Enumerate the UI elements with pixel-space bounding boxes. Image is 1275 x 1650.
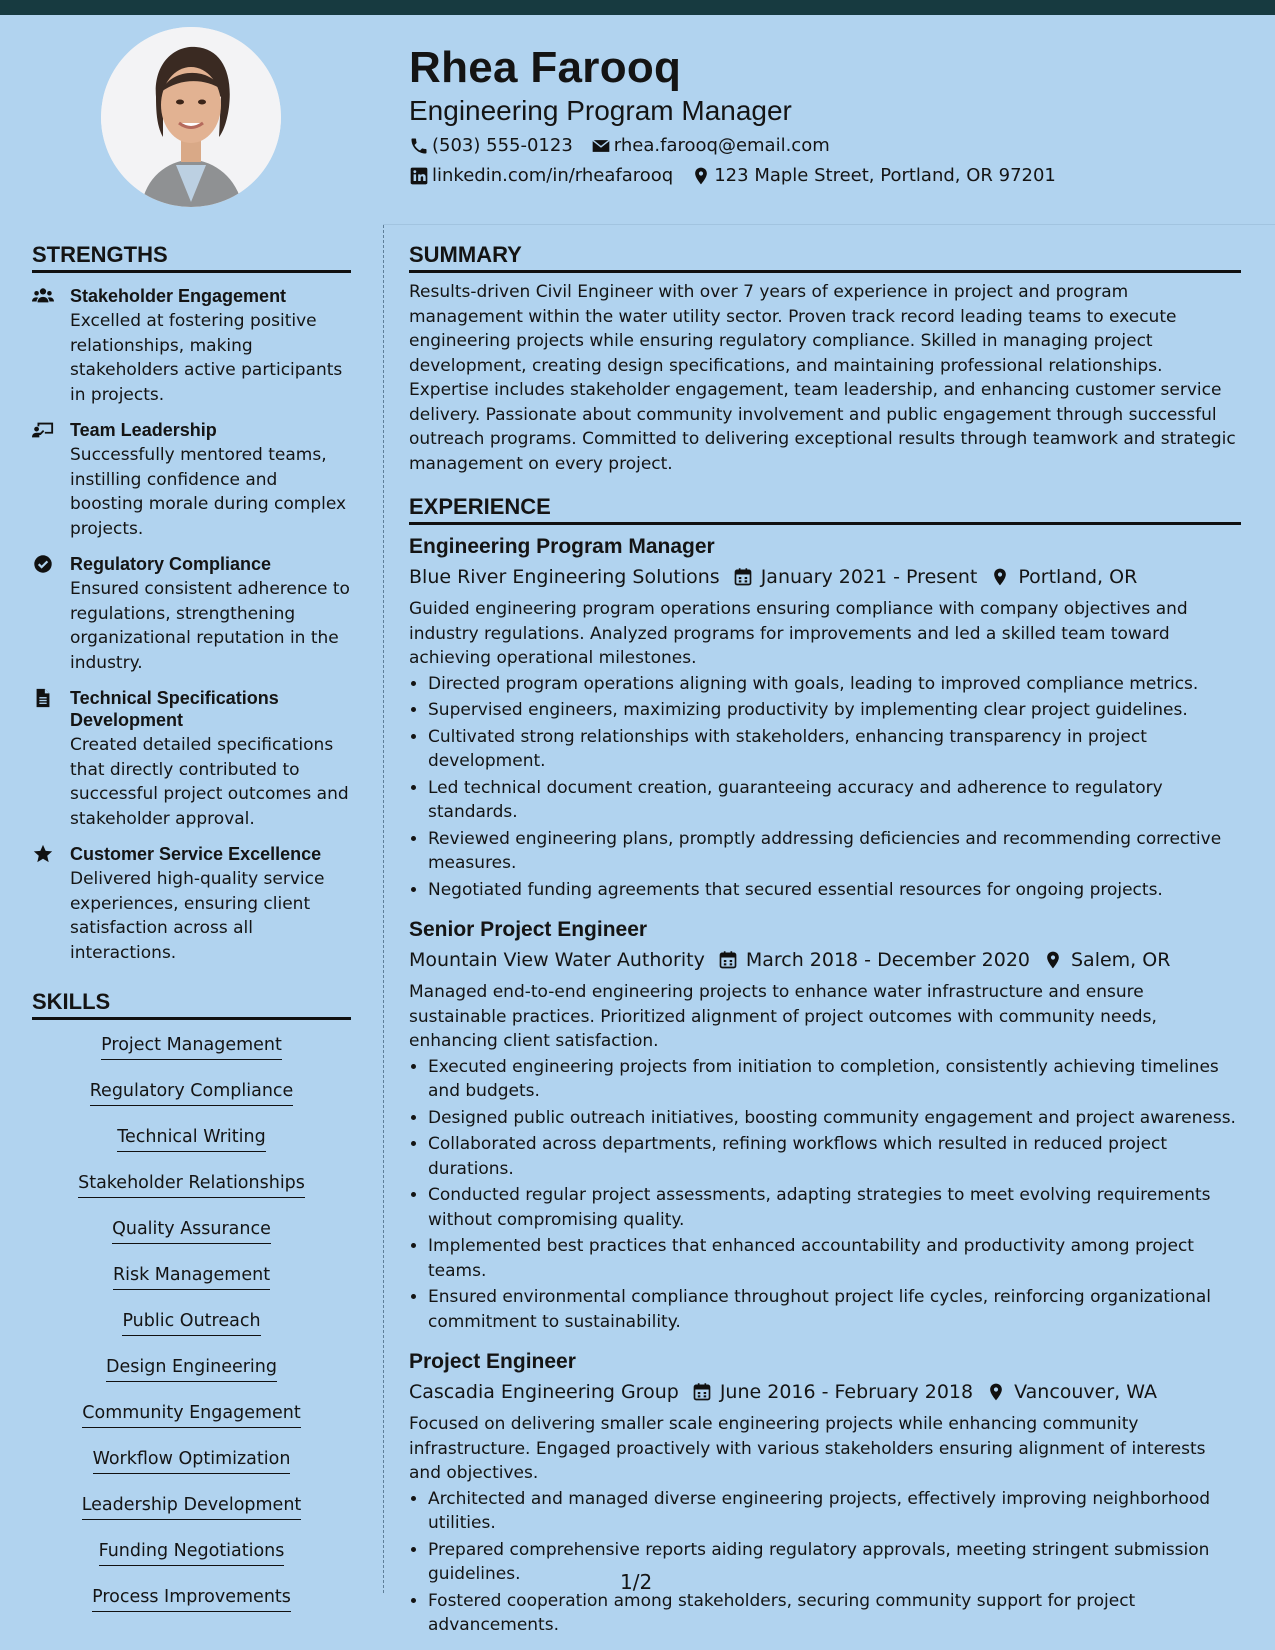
strength-title: Customer Service Excellence <box>70 844 322 864</box>
skill-tag: Workflow Optimization <box>93 1447 291 1474</box>
skill-tag: Design Engineering <box>106 1355 277 1382</box>
job-entry <box>409 916 1241 1334</box>
job-title: Engineering Program Manager <box>409 535 715 558</box>
job-dates-text: March 2018 - December 2020 <box>745 949 1030 971</box>
phone-icon <box>409 136 429 156</box>
job-bullets <box>409 1055 1241 1335</box>
job-description: Guided engineering program operations ensuring compliance with company objectives and industry regulations. Analyzed programs for improvements and led a skilled team toward achieving operational milestones. <box>409 599 1188 668</box>
job-dates-text: June 2016 - February 2018 <box>719 1381 974 1403</box>
strength-title: Team Leadership <box>70 420 217 440</box>
users-icon <box>32 286 54 306</box>
job-bullets <box>409 672 1241 903</box>
calendar-icon <box>692 1382 712 1402</box>
job-description: Managed end-to-end engineering projects to enhance water infrastructure and ensure sustainable practices. Prioritized alignment of project outcomes with community needs, enhancing client satisfaction. <box>409 982 1157 1051</box>
skill-tag: Risk Management <box>113 1263 270 1290</box>
job-meta <box>409 563 1241 591</box>
strength-desc: Ensured consistent adherence to regulations, strengthening organizational reputation in the industry. <box>70 579 350 673</box>
map-pin-icon <box>1043 950 1063 970</box>
job-bullet: • Negotiated funding agreements that secured essential resources for ongoing projects. <box>428 878 1241 903</box>
job-bullet: • Supervised engineers, maximizing productivity by implementing clear project guidelines. <box>428 698 1241 723</box>
job-company: Mountain View Water Authority <box>409 949 705 971</box>
job-bullet: • Led technical document creation, guaranteeing accuracy and adherence to regulatory standards. <box>428 776 1241 825</box>
job-dates <box>718 946 1030 974</box>
skill-tag: Public Outreach <box>122 1309 260 1336</box>
job-location-text: Vancouver, WA <box>1014 1381 1157 1403</box>
job-bullet: • Collaborated across departments, refining workflows which resulted in reduced project durations. <box>428 1132 1241 1181</box>
job-bullet: • Reviewed engineering plans, promptly addressing deficiencies and recommending corrective measures. <box>428 827 1241 876</box>
email-text: rhea.farooq@email.com <box>613 135 830 156</box>
job-meta <box>409 1378 1241 1406</box>
job-bullet: • Ensured environmental compliance throughout project life cycles, reinforcing organizational commitment to sustainability. <box>428 1285 1241 1334</box>
top-bar <box>0 0 1275 15</box>
strength-desc: Delivered high-quality service experiences, ensuring client satisfaction across all interactions. <box>70 869 325 963</box>
address-text: 123 Maple Street, Portland, OR 97201 <box>714 165 1056 186</box>
skill-tag: Community Engagement <box>82 1401 300 1428</box>
summary-text: Results-driven Civil Engineer with over 7 years of experience in project and program management within the water utility sector. Proven track record leading teams to execute engineering projects while ensuring regulatory compliance. Skilled in managing project development, creating design specifications, and maintaining professional relationships. Expertise includes stakeholder engagement, team leadership, and enhancing customer service delivery. Passionate about community involvement and public engagement through successful outreach programs. Committed to delivering exceptional results through teamwork and strategic management on every project. <box>409 282 1236 474</box>
teacher-icon <box>32 420 54 440</box>
linkedin-text: linkedin.com/in/rheafarooq <box>432 165 674 186</box>
strengths-heading: STRENGTHS <box>32 240 351 273</box>
strength-desc: Successfully mentored teams, instilling confidence and boosting morale during complex projects. <box>70 445 347 539</box>
job-location <box>990 563 1137 591</box>
job-location-text: Salem, OR <box>1071 949 1171 971</box>
job-title: Project Engineer <box>409 1350 576 1373</box>
summary-heading: SUMMARY <box>409 240 1241 273</box>
candidate-name: Rhea Farooq <box>409 43 682 92</box>
linkedin-icon <box>409 166 429 186</box>
job-bullet: • Fostered cooperation among stakeholders, securing community support for project advancements. <box>428 1589 1241 1638</box>
skill-tag: Process Improvements <box>92 1585 291 1612</box>
job-dates <box>692 1378 973 1406</box>
document-icon <box>32 688 54 708</box>
job-bullet: • Prepared comprehensive reports aiding regulatory approvals, meeting stringent submission guidelines. <box>428 1538 1241 1587</box>
profile-photo <box>101 27 281 207</box>
right-column <box>409 240 1241 1640</box>
email-icon <box>591 136 611 156</box>
address-contact <box>691 164 1056 188</box>
phone-text: (503) 555-0123 <box>432 135 573 156</box>
strength-desc: Excelled at fostering positive relationships, making stakeholders active participants in projects. <box>70 311 343 405</box>
skills-list <box>32 1030 351 1628</box>
job-meta <box>409 946 1241 974</box>
job-location <box>986 1378 1157 1406</box>
column-divider <box>383 225 384 1593</box>
header-divider <box>383 224 1275 225</box>
job-bullet: • Implemented best practices that enhanced accountability and productivity among project teams. <box>428 1234 1241 1283</box>
job-bullets <box>409 1487 1241 1638</box>
strength-item <box>32 687 351 831</box>
skill-tag: Leadership Development <box>82 1493 302 1520</box>
resume-header <box>409 40 1249 188</box>
skill-tag: Quality Assurance <box>112 1217 271 1244</box>
job-dates-text: January 2021 - Present <box>760 566 978 588</box>
contact-row-1 <box>409 134 1249 158</box>
phone-contact <box>409 134 573 158</box>
candidate-title: Engineering Program Manager <box>409 95 792 126</box>
job-bullet: • Cultivated strong relationships with stakeholders, enhancing transparency in project development. <box>428 725 1241 774</box>
skill-tag: Project Management <box>101 1033 282 1060</box>
left-column <box>32 240 351 1628</box>
job-company: Blue River Engineering Solutions <box>409 566 720 588</box>
job-description: Focused on delivering smaller scale engineering projects while enhancing community infrastructure. Engaged proactively with various stakeholders ensuring alignment of interests and objectives. <box>409 1414 1206 1483</box>
skill-tag: Stakeholder Relationships <box>78 1171 305 1198</box>
job-title: Senior Project Engineer <box>409 918 648 941</box>
job-bullet: • Conducted regular project assessments, adapting strategies to meet evolving requirements without compromising quality. <box>428 1183 1241 1232</box>
job-company: Cascadia Engineering Group <box>409 1381 679 1403</box>
job-location <box>1043 946 1170 974</box>
profile-photo-illustration <box>101 27 281 207</box>
skill-tag: Funding Negotiations <box>99 1539 285 1566</box>
job-bullet: • Architected and managed diverse engineering projects, effectively improving neighborhood utilities. <box>428 1487 1241 1536</box>
star-icon <box>32 844 54 864</box>
calendar-icon <box>733 567 753 587</box>
check-circle-icon <box>32 554 54 574</box>
skill-tag: Technical Writing <box>117 1125 265 1152</box>
strength-item <box>32 553 351 675</box>
job-bullet: • Executed engineering projects from initiation to completion, consistently achieving timelines and budgets. <box>428 1055 1241 1104</box>
strength-title: Stakeholder Engagement <box>70 286 287 306</box>
strength-item <box>32 843 351 965</box>
job-dates <box>733 563 978 591</box>
skill-tag: Regulatory Compliance <box>90 1079 294 1106</box>
job-location-text: Portland, OR <box>1018 566 1138 588</box>
page-number: 1/2 <box>620 1570 653 1594</box>
map-pin-icon <box>990 567 1010 587</box>
job-bullet: • Designed public outreach initiatives, boosting community engagement and project awareness. <box>428 1106 1241 1131</box>
strength-desc: Created detailed specifications that directly contributed to successful project outcomes and stakeholder approval. <box>70 735 349 829</box>
job-entry <box>409 1348 1241 1638</box>
strength-title: Technical Specifications Development <box>70 688 279 730</box>
map-pin-icon <box>986 1382 1006 1402</box>
skills-heading: SKILLS <box>32 987 351 1020</box>
linkedin-contact[interactable] <box>409 164 673 188</box>
strength-item <box>32 285 351 407</box>
job-entry <box>409 533 1241 902</box>
strength-title: Regulatory Compliance <box>70 554 272 574</box>
email-contact[interactable] <box>591 134 830 158</box>
experience-heading: EXPERIENCE <box>409 492 1241 525</box>
job-bullet: • Directed program operations aligning with goals, leading to improved compliance metrics. <box>428 672 1241 697</box>
map-pin-icon <box>691 166 711 186</box>
contact-row-2 <box>409 164 1249 188</box>
strength-item <box>32 419 351 541</box>
calendar-icon <box>718 950 738 970</box>
